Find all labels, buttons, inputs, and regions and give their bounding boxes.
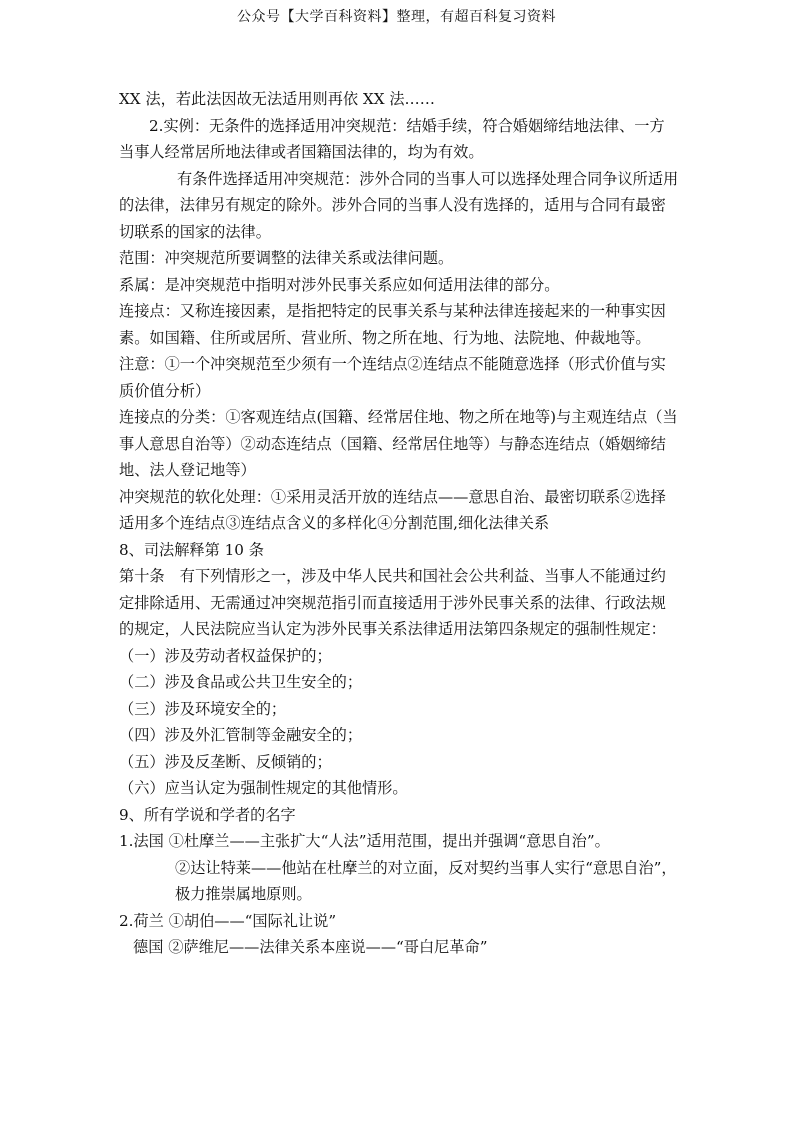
list-item: （五）涉及反垄断、反倾销的； — [119, 752, 332, 771]
paragraph: 连接点的分类：①客观连结点(国籍、经常居住地、物之所在地等)与主观连结点（当事人意思自治等）②动态连结点（国籍、经常居住地等）与静态连结点（婚姻缔结地、法人登记地等） — [119, 408, 678, 479]
page-header: 公众号【大学百科资料】整理，有超百科复习资料 — [237, 9, 556, 25]
paragraph: 德国 ②萨维尼——法律关系本座说——“哥白尼革命” — [133, 938, 488, 956]
paragraph: 范围：冲突规范所要调整的法律关系或法律问题。 — [119, 249, 454, 267]
list-item: （一）涉及劳动者权益保护的； — [119, 646, 332, 665]
section-heading: 8、司法解释第 10 条 — [119, 540, 264, 559]
paragraph: 有条件选择适用冲突规范：涉外合同的当事人可以选择处理合同争议所适用的法律，法律另有规定的除外。涉外合同的当事人没有选择的，适用与合同有最密切联系的国家的法律。 — [119, 169, 679, 241]
list-item: （四）涉及外汇管制等金融安全的； — [119, 726, 362, 744]
paragraph: 2.荷兰 ①胡伯——“国际礼让说” — [119, 911, 337, 930]
document-body — [119, 86, 679, 961]
paragraph: XX 法，若此法因故无法适用则再依 XX 法…… — [119, 90, 435, 108]
paragraph: 1.法国 ①杜摩兰——主张扩大“人法”适用范围，提出并强调“意思自治”。 — [119, 832, 610, 850]
paragraph: 连接点：又称连接因素，是指把特定的民事关系与某种法律连接起来的一种事实因素。如国籍、住所或居所、营业所、物之所在地、行为地、法院地、仲裁地等。 — [119, 302, 666, 347]
paragraph: 第十条 有下列情形之一，涉及中华人民共和国社会公共利益、当事人不能通过约定排除适用、无需通过冲突规范指引而直接适用于涉外民事关系的法律、行政法规的规定，人民法院应当认定为涉外民事关系法律适用法第四条规定的强制性规定： — [119, 567, 666, 638]
list-item: （六）应当认定为强制性规定的其他情形。 — [119, 779, 408, 797]
list-item: （二）涉及食品或公共卫生安全的； — [119, 673, 362, 691]
paragraph: 注意：①一个冲突规范至少须有一个连结点②连结点不能随意选择（形式价值与实质价值分析） — [119, 355, 666, 400]
paragraph: ②达让特莱——他站在杜摩兰的对立面，反对契约当事人实行“意思自治”，极力推崇属地原则。 — [175, 858, 677, 903]
paragraph: 系属：是冲突规范中指明对涉外民事关系应如何适用法律的部分。 — [119, 275, 560, 294]
paragraph: 冲突规范的软化处理：①采用灵活开放的连结点——意思自治、最密切联系②选择适用多个连结点③连结点含义的多样化④分割范围,细化法律关系 — [119, 487, 666, 532]
section-heading: 9、所有学说和学者的名字 — [119, 805, 296, 824]
list-item: （三）涉及环境安全的； — [119, 699, 287, 718]
paragraph: 2.实例：无条件的选择适用冲突规范：结婚手续，符合婚姻缔结地法律、一方当事人经常居所地法律或者国籍国法律的，均为有效。 — [119, 116, 665, 161]
